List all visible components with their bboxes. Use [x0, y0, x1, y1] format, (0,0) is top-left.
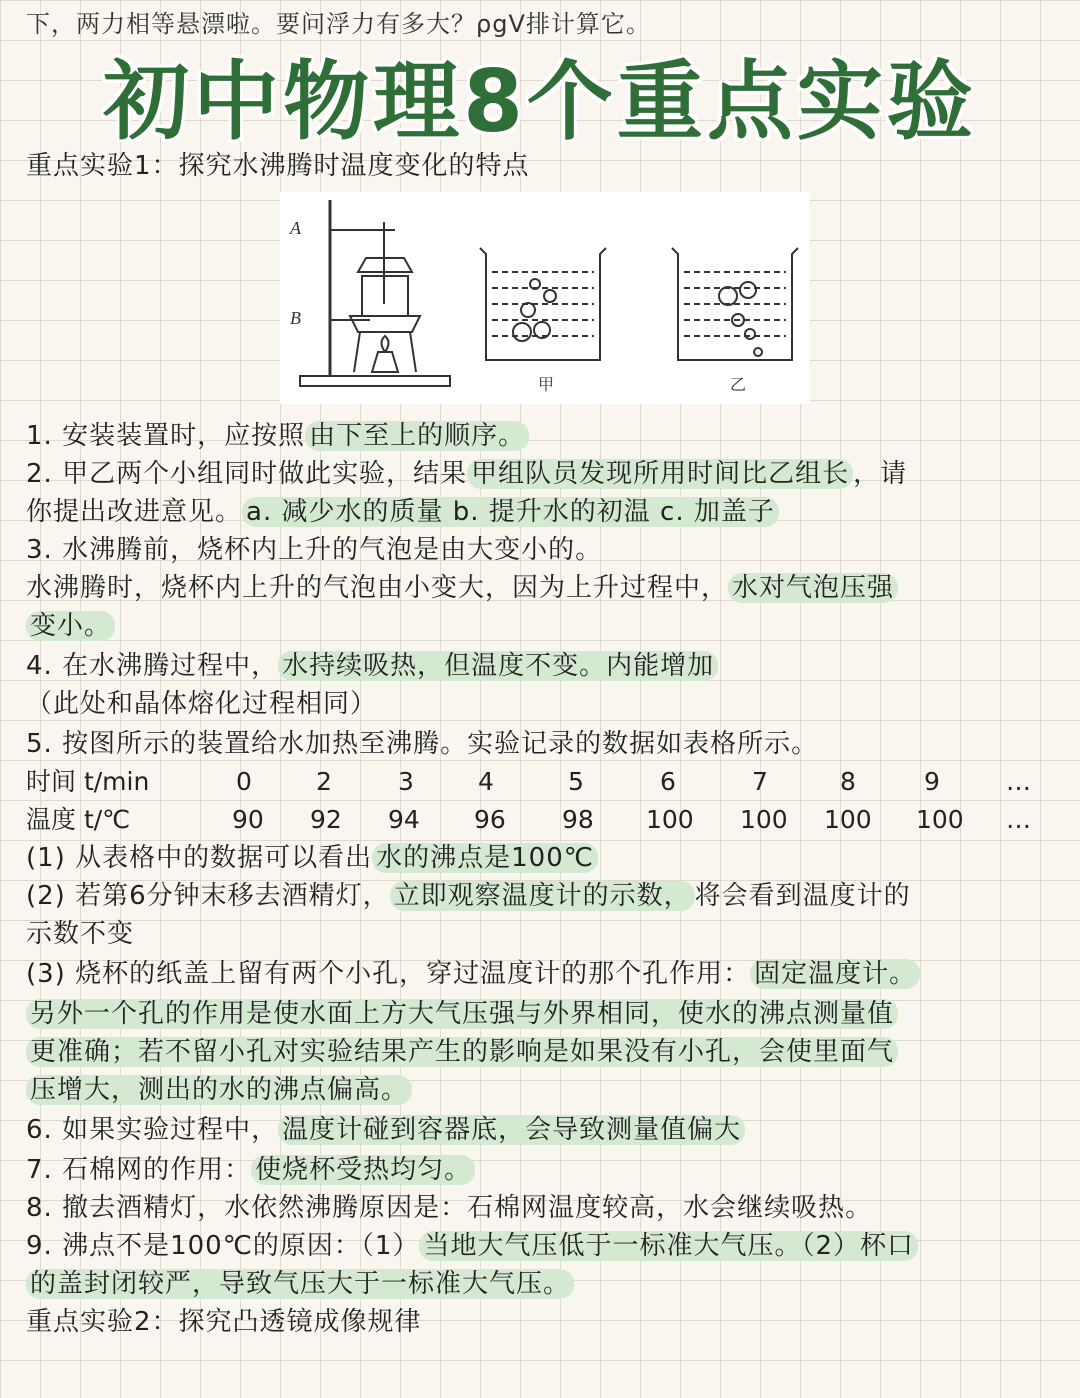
question-3: [26, 956, 920, 992]
item-2-text: 2. 甲乙两个小组同时做此实验，结果: [26, 459, 468, 489]
table-temp-cell: 100: [740, 805, 788, 834]
table-temp-cell: 94: [388, 805, 420, 834]
label-b: B: [290, 308, 301, 328]
item-6-text: 6. 如果实验过程中，: [26, 1115, 279, 1145]
stand-base: [300, 376, 450, 386]
table-temp-cell: …: [1006, 805, 1031, 834]
item-9-cont: [26, 1266, 574, 1302]
item-7-highlight: 使烧杯受热均匀。: [251, 1155, 475, 1185]
question-3-answer-2: 更准确；若不留小孔对实验结果产生的影响是如果没有小孔，会使里面气: [26, 1037, 898, 1067]
item-7: [26, 1152, 475, 1188]
question-3-answer-3: 压增大，测出的水的沸点偏高。: [26, 1075, 412, 1105]
item-5: 5. 按图所示的装置给水加热至沸腾。实验记录的数据如表格所示。: [26, 729, 819, 759]
section-heading-1: 重点实验1：探究水沸腾时温度变化的特点: [26, 151, 530, 181]
top-snippet: 下，两力相等悬漂啦。要问浮力有多大？ρgV排计算它。: [26, 10, 651, 38]
section-heading-2: 重点实验2：探究凸透镜成像规律: [26, 1307, 422, 1337]
table-time-cell: …: [1006, 767, 1031, 796]
label-jia: 甲: [538, 375, 555, 394]
table-row2-label: 温度 t/℃: [26, 805, 131, 834]
flame: [382, 336, 389, 352]
question-1-text: (1) 从表格中的数据可以看出: [26, 843, 373, 873]
table-time-cell: 3: [398, 767, 414, 796]
item-2-ask: 你提出改进意见。: [26, 497, 243, 527]
question-2-cont: 示数不变: [26, 919, 135, 949]
item-8: 8. 撤去酒精灯，水依然沸腾原因是：石棉网温度较高，水会继续吸热。: [26, 1193, 873, 1223]
item-1-text: 1. 安装装置时，应按照: [26, 421, 306, 451]
table-time-cell: 2: [316, 767, 332, 796]
item-2-tail: ，请: [853, 459, 908, 489]
item-9: [26, 1228, 918, 1264]
item-3-end: [26, 608, 115, 644]
table-time-cell: 5: [568, 767, 584, 796]
question-1-highlight: 水的沸点是100℃: [372, 843, 598, 873]
item-2-answer: a. 减少水的质量 b. 提升水的初温 c. 加盖子: [242, 497, 779, 527]
item-4-highlight: 水持续吸热，但温度不变。内能增加: [278, 651, 718, 681]
gauze: [350, 316, 420, 332]
item-4-note: （此处和晶体熔化过程相同）: [26, 689, 378, 719]
table-temp-cell: 100: [916, 805, 964, 834]
question-2-highlight: 立即观察温度计的示数，: [390, 881, 695, 911]
item-2-cont: [26, 494, 779, 530]
item-9-text: 9. 沸点不是100℃的原因：（1）: [26, 1231, 420, 1261]
beaker-jia: [480, 248, 606, 360]
table-temp-cell: 92: [310, 805, 342, 834]
item-1: [26, 418, 529, 454]
item-3-cont: [26, 570, 898, 606]
table-temp-cell: 100: [824, 805, 872, 834]
table-time-cell: 8: [840, 767, 856, 796]
beaker-yi: [672, 248, 798, 360]
question-3-cont-1: [26, 996, 898, 1032]
question-1: [26, 840, 598, 876]
label-a: A: [290, 218, 301, 238]
question-3-cont-3: [26, 1072, 412, 1108]
item-9-highlight-end: 的盖封闭较严，导致气压大于一标准大气压。: [26, 1269, 574, 1299]
item-9-highlight: 当地大气压低于一标准大气压。（2）杯口: [419, 1231, 918, 1261]
question-2-text: (2) 若第6分钟末移去酒精灯，: [26, 881, 390, 911]
table-temp-cell: 90: [232, 805, 264, 834]
table-time-cell: 9: [924, 767, 940, 796]
item-6-highlight: 温度计碰到容器底，会导致测量值偏大: [278, 1115, 745, 1145]
label-yi: 乙: [730, 375, 747, 394]
data-table: [26, 764, 1056, 840]
experiment-figure: [280, 192, 810, 404]
item-3-text: 水沸腾时，烧杯内上升的气泡由小变大，因为上升过程中，: [26, 573, 729, 603]
item-2: [26, 456, 907, 492]
table-temp-cell: 96: [474, 805, 506, 834]
alcohol-lamp: [372, 352, 398, 372]
table-time-cell: 6: [660, 767, 676, 796]
table-row1-label: 时间 t/min: [26, 767, 150, 796]
question-2: [26, 878, 911, 914]
item-4-text: 4. 在水沸腾过程中，: [26, 651, 279, 681]
table-temp-cell: 98: [562, 805, 594, 834]
item-6: [26, 1112, 745, 1148]
question-2-tail: 将会看到温度计的: [694, 881, 911, 911]
item-3: 3. 水沸腾前，烧杯内上升的气泡是由大变小的。: [26, 535, 603, 565]
item-4: [26, 648, 718, 684]
question-3-text: (3) 烧杯的纸盖上留有两个小孔，穿过温度计的那个孔作用：: [26, 959, 751, 989]
item-2-highlight: 甲组队员发现所用时间比乙组长: [467, 459, 853, 489]
item-1-highlight: 由下至上的顺序。: [305, 421, 529, 451]
table-time-cell: 4: [478, 767, 494, 796]
table-time-cell: 7: [752, 767, 768, 796]
item-7-text: 7. 石棉网的作用：: [26, 1155, 252, 1185]
apparatus-diagram: [280, 192, 810, 404]
item-3-highlight: 水对气泡压强: [728, 573, 898, 603]
page-title: 初中物理8个重点实验: [103, 52, 977, 152]
question-3-cont-2: [26, 1034, 898, 1070]
question-3-answer-1: 另外一个孔的作用是使水面上方大气压强与外界相同，使水的沸点测量值: [26, 999, 898, 1029]
item-3-highlight-end: 变小。: [26, 611, 115, 641]
question-3-highlight: 固定温度计。: [750, 959, 920, 989]
table-temp-cell: 100: [646, 805, 694, 834]
table-time-cell: 0: [236, 767, 252, 796]
